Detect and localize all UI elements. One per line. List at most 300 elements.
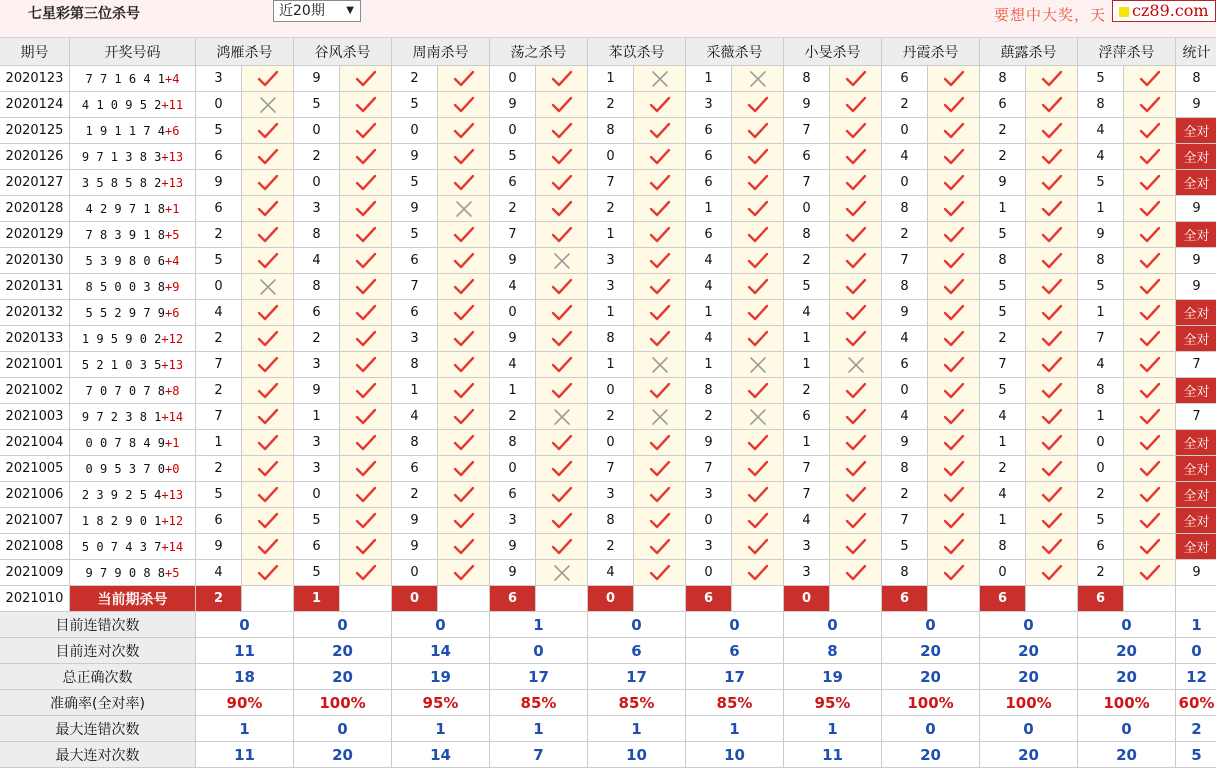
result-wrong <box>634 352 686 378</box>
result-correct <box>1124 274 1176 300</box>
kill-number-cell: 5 <box>294 508 340 534</box>
result-correct <box>732 118 784 144</box>
result-correct <box>1124 352 1176 378</box>
kill-number-cell: 5 <box>1078 508 1124 534</box>
check-icon <box>1041 434 1063 452</box>
kill-number-cell: 3 <box>196 66 242 92</box>
draw-special-number: +14 <box>161 409 184 424</box>
kill-number-cell: 4 <box>196 560 242 586</box>
kill-number-cell: 0 <box>882 118 928 144</box>
result-correct <box>634 196 686 222</box>
check-icon <box>453 226 475 244</box>
check-icon <box>1139 330 1161 348</box>
stat-value: 0 <box>294 612 392 638</box>
cross-icon <box>453 200 475 218</box>
check-icon <box>453 174 475 192</box>
result-correct <box>536 352 588 378</box>
stat-value: 20 <box>1078 742 1176 768</box>
stat-value: 20 <box>1078 664 1176 690</box>
kill-number-cell: 3 <box>784 534 830 560</box>
check-icon <box>551 200 573 218</box>
issue-cell: 2021001 <box>0 352 70 378</box>
check-icon <box>845 278 867 296</box>
result-correct <box>1124 534 1176 560</box>
check-icon <box>747 434 769 452</box>
check-icon <box>551 330 573 348</box>
result-correct <box>438 274 490 300</box>
result-correct <box>830 300 882 326</box>
check-icon <box>1041 356 1063 374</box>
draw-main-numbers: 9 7 1 3 8 3 <box>81 149 162 164</box>
check-icon <box>551 538 573 556</box>
issue-cell: 2020127 <box>0 170 70 196</box>
draw-special-number: +12 <box>161 513 184 528</box>
result-correct <box>242 118 294 144</box>
kill-number-cell: 1 <box>784 352 830 378</box>
kill-number-cell: 2 <box>980 456 1026 482</box>
kill-number-cell: 9 <box>784 92 830 118</box>
stat-value-total: 0 <box>1176 638 1216 664</box>
kill-number-cell: 2 <box>882 482 928 508</box>
result-correct <box>1026 170 1078 196</box>
header-stat: 统计 <box>1176 38 1216 66</box>
check-icon <box>943 330 965 348</box>
header-killer-1: 谷风杀号 <box>294 38 392 66</box>
check-icon <box>355 278 377 296</box>
kill-number-cell: 0 <box>490 456 536 482</box>
stat-value: 0 <box>1078 716 1176 742</box>
current-stat-empty <box>1176 586 1216 612</box>
issue-cell: 2021004 <box>0 430 70 456</box>
kill-number-cell: 5 <box>490 144 536 170</box>
stat-value: 17 <box>490 664 588 690</box>
check-icon <box>747 512 769 530</box>
check-icon <box>943 304 965 322</box>
header-draw-numbers: 开奖号码 <box>70 38 196 66</box>
kill-number-cell: 0 <box>294 170 340 196</box>
current-kill-number: 1 <box>294 586 340 612</box>
kill-number-cell: 6 <box>490 482 536 508</box>
stat-value: 95% <box>784 690 882 716</box>
result-correct <box>536 456 588 482</box>
check-icon <box>649 278 671 296</box>
stat-value: 6 <box>588 638 686 664</box>
kill-number-cell: 3 <box>686 534 732 560</box>
check-icon <box>1041 278 1063 296</box>
check-icon <box>845 122 867 140</box>
check-icon <box>1139 226 1161 244</box>
check-icon <box>649 122 671 140</box>
check-icon <box>453 330 475 348</box>
result-correct <box>1124 196 1176 222</box>
check-icon <box>1139 148 1161 166</box>
result-correct <box>1026 92 1078 118</box>
result-correct <box>830 326 882 352</box>
kill-number-cell: 9 <box>1078 222 1124 248</box>
result-correct <box>536 326 588 352</box>
kill-number-cell: 5 <box>196 482 242 508</box>
kill-number-cell: 8 <box>294 222 340 248</box>
draw-main-numbers: 7 7 1 6 4 1 <box>85 71 166 86</box>
check-icon <box>747 174 769 192</box>
result-correct <box>340 222 392 248</box>
kill-number-cell: 0 <box>784 196 830 222</box>
result-correct <box>634 326 686 352</box>
check-icon <box>943 70 965 88</box>
check-icon <box>257 252 279 270</box>
cross-icon <box>845 356 867 374</box>
issue-cell: 2020130 <box>0 248 70 274</box>
cross-icon <box>747 356 769 374</box>
check-icon <box>257 330 279 348</box>
result-correct <box>1124 404 1176 430</box>
check-icon <box>1139 434 1161 452</box>
result-correct <box>634 508 686 534</box>
result-wrong <box>732 66 784 92</box>
check-icon <box>1139 382 1161 400</box>
result-wrong <box>536 560 588 586</box>
stat-value: 20 <box>980 664 1078 690</box>
result-correct <box>242 482 294 508</box>
check-icon <box>943 356 965 374</box>
kill-number-cell: 6 <box>490 170 536 196</box>
kill-number-cell: 1 <box>588 300 634 326</box>
kill-number-cell: 8 <box>1078 378 1124 404</box>
kill-number-cell: 0 <box>1078 430 1124 456</box>
stat-value: 85% <box>490 690 588 716</box>
check-icon <box>551 460 573 478</box>
draw-main-numbers: 7 0 7 0 7 8 <box>85 383 166 398</box>
kill-number-cell: 8 <box>490 430 536 456</box>
result-correct <box>1124 118 1176 144</box>
kill-number-cell: 0 <box>588 144 634 170</box>
issue-cell: 2021009 <box>0 560 70 586</box>
check-icon <box>649 564 671 582</box>
stat-all-correct-badge: 全对 <box>1176 326 1216 352</box>
draw-numbers-cell <box>70 274 196 300</box>
result-correct <box>242 222 294 248</box>
result-correct <box>830 118 882 144</box>
kill-number-cell: 6 <box>196 196 242 222</box>
check-icon <box>1139 538 1161 556</box>
check-icon <box>1041 70 1063 88</box>
check-icon <box>943 538 965 556</box>
kill-number-cell: 6 <box>784 404 830 430</box>
result-correct <box>1124 560 1176 586</box>
check-icon <box>551 174 573 192</box>
period-select-value: 近20期 <box>279 3 325 19</box>
result-correct <box>634 560 686 586</box>
result-correct <box>340 92 392 118</box>
stat-value: 20 <box>294 742 392 768</box>
draw-special-number: +6 <box>165 123 180 138</box>
check-icon <box>453 382 475 400</box>
kill-number-cell: 6 <box>392 300 438 326</box>
check-icon <box>355 538 377 556</box>
kill-number-cell: 2 <box>588 534 634 560</box>
kill-number-cell: 2 <box>882 92 928 118</box>
draw-numbers-cell <box>70 456 196 482</box>
kill-number-cell: 7 <box>588 456 634 482</box>
draw-special-number: +13 <box>161 487 184 502</box>
check-icon <box>355 486 377 504</box>
check-icon <box>1041 538 1063 556</box>
check-icon <box>943 382 965 400</box>
result-correct <box>1026 196 1078 222</box>
stat-value: 20 <box>294 638 392 664</box>
issue-cell: 2020129 <box>0 222 70 248</box>
check-icon <box>453 96 475 114</box>
draw-special-number: +4 <box>165 71 180 86</box>
check-icon <box>649 200 671 218</box>
result-correct <box>242 560 294 586</box>
draw-special-number: +13 <box>161 175 184 190</box>
period-select[interactable] <box>273 0 361 22</box>
current-kill-number: 6 <box>686 586 732 612</box>
result-correct <box>340 66 392 92</box>
check-icon <box>453 434 475 452</box>
result-correct <box>438 92 490 118</box>
draw-numbers-cell <box>70 300 196 326</box>
kill-number-cell: 4 <box>882 144 928 170</box>
check-icon <box>257 226 279 244</box>
stat-value-total: 5 <box>1176 742 1216 768</box>
check-icon <box>1041 460 1063 478</box>
kill-number-cell: 3 <box>686 92 732 118</box>
site-logo-link[interactable] <box>1112 0 1216 22</box>
kill-number-cell: 5 <box>196 248 242 274</box>
stat-value: 11 <box>784 742 882 768</box>
draw-main-numbers: 1 8 2 9 0 1 <box>81 513 162 528</box>
kill-number-cell: 9 <box>490 248 536 274</box>
current-kill-label: 当前期杀号 <box>70 586 196 612</box>
kill-number-cell: 3 <box>294 352 340 378</box>
issue-cell: 2020125 <box>0 118 70 144</box>
kill-number-cell: 1 <box>784 430 830 456</box>
kill-number-cell: 0 <box>588 378 634 404</box>
cross-icon <box>551 252 573 270</box>
stat-value: 14 <box>392 742 490 768</box>
result-correct <box>536 274 588 300</box>
result-correct <box>1124 222 1176 248</box>
stat-value: 0 <box>784 612 882 638</box>
cross-icon <box>747 408 769 426</box>
check-icon <box>355 200 377 218</box>
result-correct <box>536 92 588 118</box>
kill-number-cell: 4 <box>1078 118 1124 144</box>
result-correct <box>242 66 294 92</box>
current-issue-cell: 2021010 <box>0 586 70 612</box>
stat-all-correct-badge: 全对 <box>1176 508 1216 534</box>
stat-value: 17 <box>686 664 784 690</box>
result-correct <box>830 534 882 560</box>
kill-number-cell: 7 <box>588 170 634 196</box>
result-correct <box>732 248 784 274</box>
draw-numbers-cell <box>70 118 196 144</box>
kill-number-cell: 1 <box>686 196 732 222</box>
kill-number-cell: 7 <box>196 352 242 378</box>
kill-number-cell: 3 <box>294 456 340 482</box>
header-killer-8: 蕻露杀号 <box>980 38 1078 66</box>
stat-all-correct-badge: 全对 <box>1176 170 1216 196</box>
result-correct <box>1026 508 1078 534</box>
check-icon <box>453 70 475 88</box>
result-correct <box>732 300 784 326</box>
kill-number-cell: 5 <box>196 118 242 144</box>
stat-value: 20 <box>882 664 980 690</box>
result-correct <box>732 196 784 222</box>
result-correct <box>634 92 686 118</box>
draw-main-numbers: 7 8 3 9 1 8 <box>85 227 166 242</box>
result-correct <box>340 300 392 326</box>
stat-all-correct-badge: 全对 <box>1176 430 1216 456</box>
check-icon <box>453 252 475 270</box>
kill-number-cell: 8 <box>392 352 438 378</box>
issue-cell: 2020128 <box>0 196 70 222</box>
result-correct <box>242 352 294 378</box>
result-correct <box>732 430 784 456</box>
draw-main-numbers: 9 7 9 0 8 8 <box>85 565 166 580</box>
check-icon <box>845 200 867 218</box>
draw-numbers-cell <box>70 560 196 586</box>
check-icon <box>355 434 377 452</box>
result-correct <box>340 560 392 586</box>
kill-number-cell: 4 <box>196 300 242 326</box>
draw-main-numbers: 3 5 8 5 8 2 <box>81 175 162 190</box>
kill-number-cell: 2 <box>490 196 536 222</box>
kill-number-cell: 5 <box>784 274 830 300</box>
kill-number-cell: 9 <box>294 66 340 92</box>
check-icon <box>1139 252 1161 270</box>
kill-number-cell: 6 <box>196 144 242 170</box>
kill-number-cell: 4 <box>1078 352 1124 378</box>
kill-number-cell: 2 <box>980 118 1026 144</box>
result-correct <box>242 144 294 170</box>
issue-cell: 2021002 <box>0 378 70 404</box>
check-icon <box>453 148 475 166</box>
check-icon <box>1041 148 1063 166</box>
check-icon <box>1139 122 1161 140</box>
kill-number-cell: 6 <box>882 352 928 378</box>
result-correct <box>928 534 980 560</box>
check-icon <box>747 148 769 166</box>
kill-number-cell: 9 <box>882 430 928 456</box>
result-correct <box>1026 534 1078 560</box>
result-correct <box>438 456 490 482</box>
kill-number-cell: 7 <box>882 248 928 274</box>
stat-value: 0 <box>882 716 980 742</box>
current-empty-cell <box>536 586 588 612</box>
check-icon <box>257 200 279 218</box>
result-wrong <box>732 352 784 378</box>
result-correct <box>732 378 784 404</box>
result-correct <box>634 118 686 144</box>
result-correct <box>928 508 980 534</box>
issue-cell: 2021006 <box>0 482 70 508</box>
kill-number-cell: 6 <box>882 66 928 92</box>
kill-number-cell: 5 <box>980 378 1026 404</box>
kill-number-cell: 7 <box>784 456 830 482</box>
check-icon <box>649 330 671 348</box>
check-icon <box>1139 564 1161 582</box>
check-icon <box>747 330 769 348</box>
kill-number-cell: 5 <box>392 170 438 196</box>
kill-number-cell: 6 <box>294 300 340 326</box>
kill-number-cell: 4 <box>490 352 536 378</box>
stat-value: 0 <box>392 612 490 638</box>
slogan-text: 要想中大奖，天 <box>994 6 1107 24</box>
kill-number-cell: 6 <box>980 92 1026 118</box>
stat-count-cell: 9 <box>1176 560 1216 586</box>
check-icon <box>649 434 671 452</box>
stat-value: 20 <box>294 664 392 690</box>
chevron-down-icon: ▼ <box>346 5 354 16</box>
check-icon <box>943 486 965 504</box>
current-empty-cell <box>1026 586 1078 612</box>
draw-numbers-cell <box>70 222 196 248</box>
check-icon <box>649 226 671 244</box>
kill-number-cell: 8 <box>882 274 928 300</box>
stat-value: 0 <box>588 612 686 638</box>
check-icon <box>649 148 671 166</box>
check-icon <box>257 538 279 556</box>
check-icon <box>551 304 573 322</box>
kill-number-cell: 0 <box>490 66 536 92</box>
kill-number-cell: 7 <box>882 508 928 534</box>
kill-number-cell: 0 <box>588 430 634 456</box>
header-killer-5: 采薇杀号 <box>686 38 784 66</box>
check-icon <box>551 486 573 504</box>
result-correct <box>830 222 882 248</box>
kill-number-cell: 5 <box>980 274 1026 300</box>
stat-count-cell: 7 <box>1176 352 1216 378</box>
result-correct <box>1026 144 1078 170</box>
draw-main-numbers: 0 0 7 8 4 9 <box>85 435 166 450</box>
check-icon <box>355 226 377 244</box>
result-correct <box>928 482 980 508</box>
draw-main-numbers: 5 5 2 9 7 9 <box>85 305 166 320</box>
check-icon <box>355 356 377 374</box>
issue-cell: 2020124 <box>0 92 70 118</box>
result-correct <box>438 430 490 456</box>
result-correct <box>830 144 882 170</box>
kill-number-cell: 8 <box>294 274 340 300</box>
current-empty-cell <box>830 586 882 612</box>
check-icon <box>747 382 769 400</box>
result-correct <box>1124 456 1176 482</box>
draw-main-numbers: 5 0 7 4 3 7 <box>81 539 162 554</box>
result-correct <box>732 534 784 560</box>
result-correct <box>830 560 882 586</box>
result-correct <box>340 456 392 482</box>
result-correct <box>928 352 980 378</box>
check-icon <box>747 96 769 114</box>
stat-value: 7 <box>490 742 588 768</box>
kill-number-cell: 3 <box>588 482 634 508</box>
check-icon <box>257 70 279 88</box>
kill-number-cell: 8 <box>588 326 634 352</box>
check-icon <box>845 252 867 270</box>
stat-value-total: 60% <box>1176 690 1216 716</box>
check-icon <box>845 330 867 348</box>
current-empty-cell <box>1124 586 1176 612</box>
check-icon <box>943 122 965 140</box>
kill-number-cell: 4 <box>980 404 1026 430</box>
result-correct <box>1026 248 1078 274</box>
result-correct <box>1124 326 1176 352</box>
result-correct <box>340 248 392 274</box>
draw-numbers-cell <box>70 534 196 560</box>
